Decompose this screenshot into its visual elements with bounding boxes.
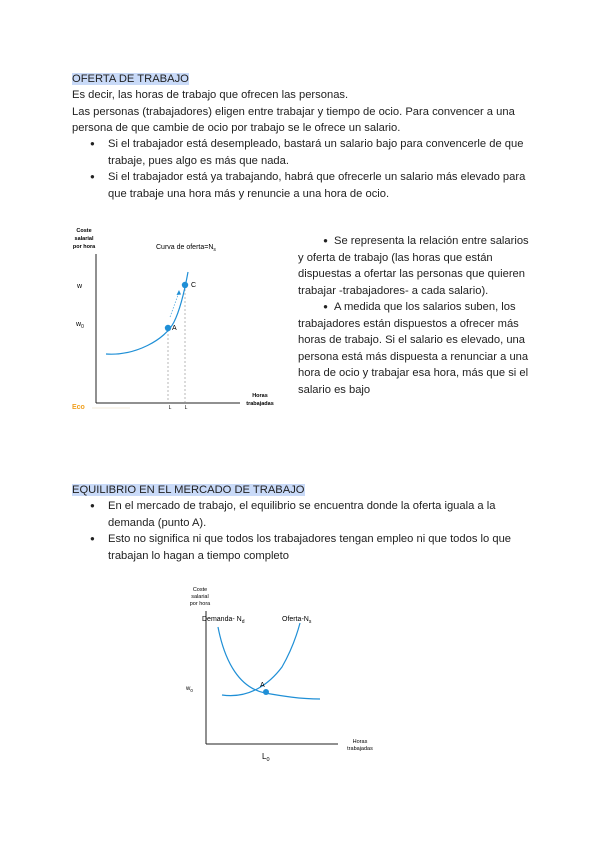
text-line: Las personas (trabajadores) eligen entre trabajar y tiempo de ocio. Para convencer a una: [72, 105, 515, 118]
supply-curve: [106, 272, 188, 354]
bullet-list-equilibrio: [72, 498, 532, 564]
x-axis-label-1: Horas: [352, 739, 368, 745]
y-tick-w0: $w_0$: [186, 686, 193, 693]
point-a: [165, 325, 171, 331]
y-axis-label-3: por hora: [72, 244, 96, 250]
point-c-label: C: [191, 282, 197, 289]
source-mark: Eco: [72, 404, 85, 411]
demand-label: Demanda- $N_d$: [202, 616, 245, 625]
list-item: ● En el mercado de trabajo, el equilibrio se encuentra donde la oferta iguala a la demanda (punto A).: [72, 498, 532, 531]
demand-curve: [218, 627, 320, 699]
section-equilibrio: [72, 482, 305, 499]
x-tick-l0: $L_0$: [262, 752, 270, 763]
text-line: persona de que cambie de ocio por trabajo se le ofrece un salario.: [72, 122, 401, 134]
heading-oferta-de-trabajo: OFERTA DE TRABAJO: [72, 73, 189, 85]
list-item: ● Si el trabajador está ya trabajando, habrá que ofrecerle un salario más elevado para que trabaje una hora más y renuncie a una hora de ocio.: [72, 169, 532, 202]
x-tick-0: L: [168, 405, 172, 411]
section-oferta: [72, 71, 189, 88]
y-axis-label-2: salarial: [74, 236, 94, 242]
paragraph-definition: [72, 87, 515, 137]
x-axis-label-1: Horas: [252, 393, 268, 399]
note-item: ● Se representa la relación entre salarios y oferta de trabajo (las horas que están dispuestas a ofertar las personas que quieren trabajar -trabajadores- a cada salario).: [298, 235, 529, 297]
point-a-label: A: [172, 325, 177, 332]
y-axis-label-3: por hora: [189, 601, 211, 607]
y-tick-w: w: [77, 283, 83, 290]
supply-curve-chart: [60, 222, 300, 418]
point-a-label: A: [260, 682, 265, 689]
y-axis-label-2: salarial: [191, 594, 209, 600]
arrow-head: [177, 290, 182, 295]
y-axis-label-1: Coste: [192, 587, 208, 593]
bullet-list-oferta: [72, 136, 532, 202]
x-axis-label-2: trabajadas: [347, 746, 373, 752]
point-c: [182, 282, 188, 288]
supply-label: Oferta-$N_s$: [282, 616, 312, 625]
chart-title: Curva de $oferta=N_s$: [156, 244, 216, 253]
y-tick-w0: $w_0$: [76, 321, 84, 330]
note-item: ● A medida que los salarios suben, los trabajadores están dispuestos a ofrecer más horas de trabajo. Si el salario es elevado, una persona está más dispuesta a renunciar a una hora de ocio y trabajar esa hora, más que si el salario es bajo: [298, 301, 529, 396]
labor-market-equilibrium-chart: [170, 583, 390, 763]
chart1-notes: [298, 233, 548, 398]
x-axis-label-2: trabajadas: [246, 401, 274, 407]
x-tick-1: L: [184, 405, 188, 411]
equilibrium-point-a: [263, 689, 269, 695]
y-axis-label-1: Coste: [76, 228, 92, 234]
heading-equilibrio: EQUILIBRIO EN EL MERCADO DE TRABAJO: [72, 484, 305, 496]
list-item: ● Esto no significa ni que todos los trabajadores tengan empleo ni que todos lo que trabajan lo hagan a tiempo completo: [72, 531, 532, 564]
text-line: Es decir, las horas de trabajo que ofrecen las personas.: [72, 89, 349, 101]
list-item: ● Si el trabajador está desempleado, bastará un salario bajo para convencerle de que trabaje, pues algo es más que nada.: [72, 136, 532, 169]
